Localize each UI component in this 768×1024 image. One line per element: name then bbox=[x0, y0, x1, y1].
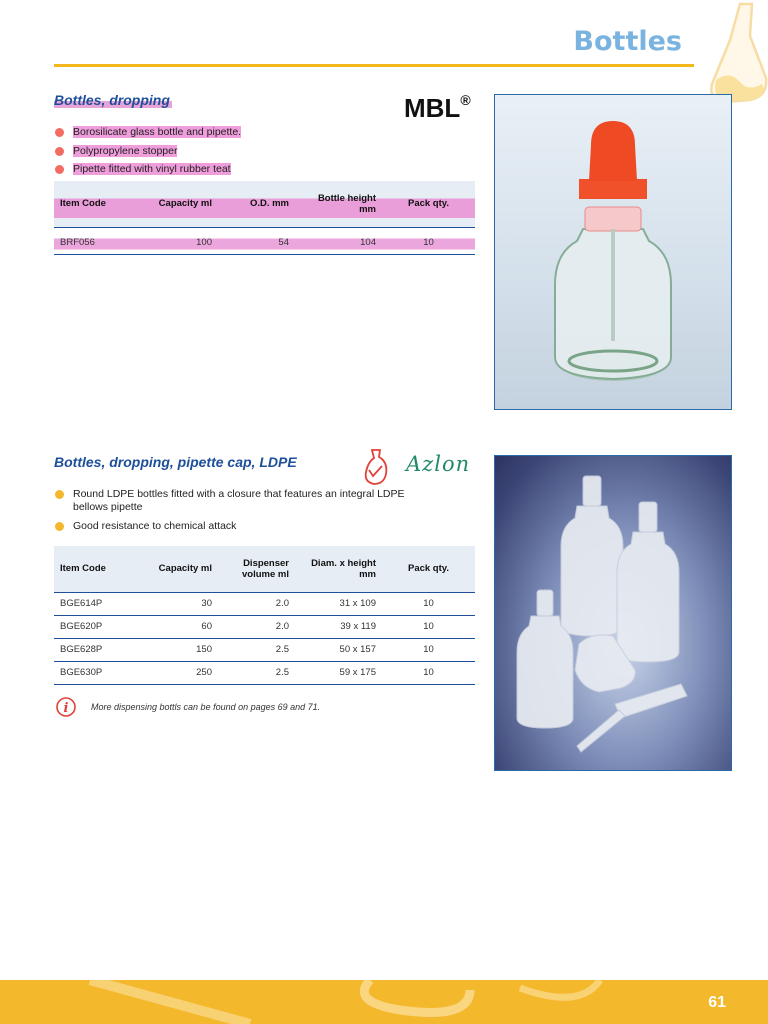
svg-text:i: i bbox=[63, 701, 69, 716]
table-cell: 10 bbox=[382, 615, 475, 638]
table-cell: 50 x 157 bbox=[295, 638, 382, 661]
bullet-dot-icon bbox=[55, 165, 64, 174]
list-item: Pipette fitted with vinyl rubber teat bbox=[54, 163, 314, 176]
table-cell: 10 bbox=[382, 638, 475, 661]
brand-logo-mbl: MBL® bbox=[404, 92, 471, 123]
page-title: Bottles bbox=[573, 26, 682, 57]
column-header: Dispenser volume ml bbox=[218, 546, 295, 592]
table-row bbox=[54, 615, 475, 638]
section-title-ldpe: Bottles, dropping, pipette cap, LDPE bbox=[54, 454, 297, 470]
column-header: Pack qty. bbox=[382, 546, 475, 592]
info-note: More dispensing bottls can be found on pages 69 and 71. bbox=[91, 702, 321, 712]
list-item: Round LDPE bottles fitted with a closure that features an integral LDPE bellows pipette bbox=[54, 488, 434, 514]
table-cell: 60 bbox=[136, 615, 218, 638]
table-cell: 54 bbox=[218, 232, 295, 255]
footer-bar bbox=[0, 980, 768, 1024]
feature-list bbox=[54, 488, 434, 538]
table-cell: 59 x 175 bbox=[295, 661, 382, 684]
table-cell: 2.5 bbox=[218, 661, 295, 684]
table-cell: 30 bbox=[136, 592, 218, 615]
product-photo-ldpe-bottles bbox=[494, 455, 732, 771]
column-header: Diam. x height mm bbox=[295, 546, 382, 592]
table-cell: 10 bbox=[382, 592, 475, 615]
bullet-dot-icon bbox=[55, 128, 64, 137]
product-photo-glass-dropper bbox=[494, 94, 732, 410]
info-icon bbox=[56, 697, 76, 717]
table-cell: 2.0 bbox=[218, 615, 295, 638]
table-cell: 250 bbox=[136, 661, 218, 684]
table-cell: 2.0 bbox=[218, 592, 295, 615]
spec-table-ldpe bbox=[54, 546, 475, 685]
table-cell: BGE630P bbox=[54, 661, 136, 684]
bullet-dot-icon bbox=[55, 522, 64, 531]
feature-list bbox=[54, 126, 314, 182]
list-item: Polypropylene stopper bbox=[54, 145, 314, 158]
table-cell: BGE628P bbox=[54, 638, 136, 661]
column-header: Bottle height mm bbox=[295, 181, 382, 227]
bullet-dot-icon bbox=[55, 490, 64, 499]
table-cell: BRF056 bbox=[54, 232, 136, 255]
list-item: Good resistance to chemical attack bbox=[54, 520, 434, 533]
footer-decoration bbox=[0, 980, 768, 1024]
table-cell: 39 x 119 bbox=[295, 615, 382, 638]
list-item: Borosilicate glass bottle and pipette. bbox=[54, 126, 314, 139]
table-row bbox=[54, 661, 475, 684]
table-cell: BGE620P bbox=[54, 615, 136, 638]
table-row bbox=[54, 592, 475, 615]
table-cell: 104 bbox=[295, 232, 382, 255]
table-row bbox=[54, 638, 475, 661]
page-number: 61 bbox=[708, 994, 726, 1011]
table-cell: 10 bbox=[382, 661, 475, 684]
table-row bbox=[54, 232, 475, 255]
table-cell: 100 bbox=[136, 232, 218, 255]
bullet-dot-icon bbox=[55, 147, 64, 156]
brand-logo-azlon: Azlon bbox=[360, 448, 480, 488]
table-cell: 2.5 bbox=[218, 638, 295, 661]
spec-table-dropping bbox=[54, 181, 475, 255]
section-title-dropping: Bottles, dropping bbox=[54, 92, 170, 108]
column-header: Item Code bbox=[54, 181, 136, 227]
column-header: Pack qty. bbox=[382, 181, 475, 227]
azlon-bottle-logo-icon bbox=[360, 448, 400, 488]
column-header: O.D. mm bbox=[218, 181, 295, 227]
table-cell: 31 x 109 bbox=[295, 592, 382, 615]
table-cell: 150 bbox=[136, 638, 218, 661]
table-cell: 10 bbox=[382, 232, 475, 255]
column-header: Item Code bbox=[54, 546, 136, 592]
header-rule bbox=[54, 64, 694, 67]
column-header: Capacity ml bbox=[136, 546, 218, 592]
table-cell: BGE614P bbox=[54, 592, 136, 615]
column-header: Capacity ml bbox=[136, 181, 218, 227]
